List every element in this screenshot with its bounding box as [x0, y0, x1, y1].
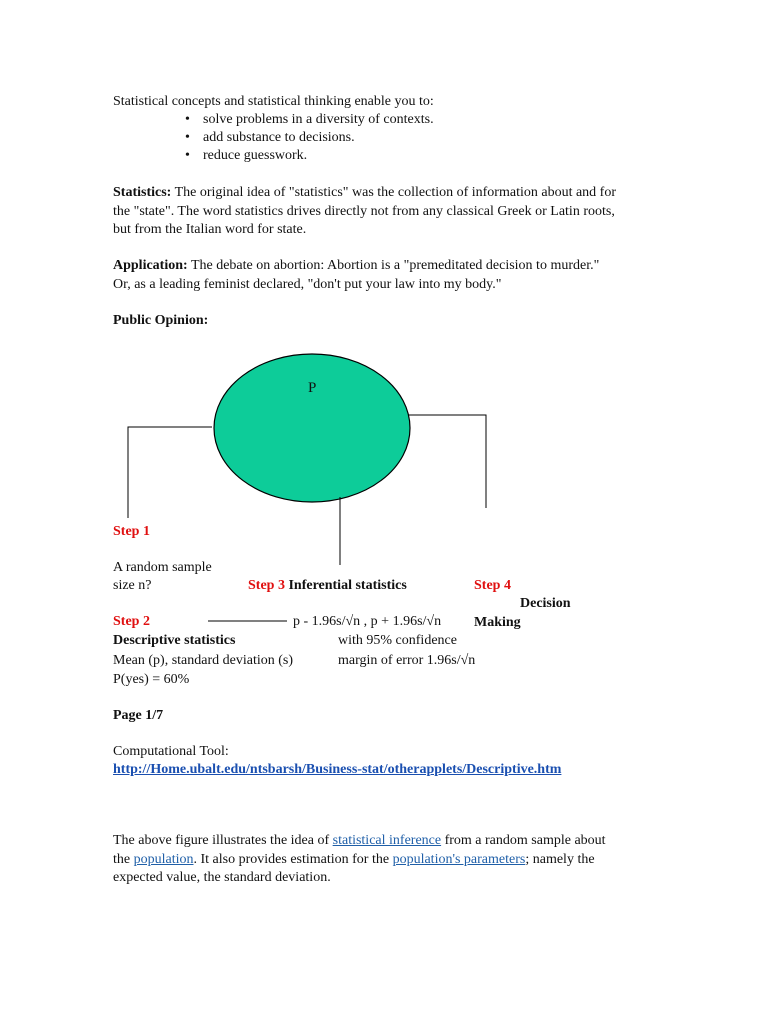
population-ellipse [214, 354, 410, 502]
statistical-inference-link[interactable]: statistical inference [332, 833, 442, 848]
connector-step1 [128, 427, 212, 518]
step2-title: Descriptive statistics [113, 633, 236, 648]
summary-paragraph [113, 832, 673, 888]
bullet-item: • solve problems in a diversity of contexts. [185, 111, 434, 129]
public-opinion-heading: Public Opinion: [113, 313, 209, 328]
summary-text: ; namely the [525, 851, 595, 867]
statistics-label: Statistics: [113, 185, 172, 200]
application-line2: Or, as a leading feminist declared, "don't put your law into my body." [113, 276, 502, 292]
summary-text: expected value, the standard deviation. [113, 870, 331, 885]
connector-step4 [408, 415, 486, 508]
bullet-item: • add substance to decisions. [185, 129, 434, 147]
step1-line2: size n? [113, 578, 152, 593]
application-line1: The debate on abortion: Abortion is a "premeditated decision to murder." [190, 258, 600, 273]
summary-text: from a random sample about [441, 833, 606, 848]
step2-line2: P(yes) = 60% [113, 672, 190, 687]
step3-formula: p - 1.96s/√n , p + 1.96s/√n [293, 614, 442, 629]
step3-title: Inferential statistics [288, 578, 407, 593]
statistics-line1: The original idea of "statistics" was the collection of information about and for [174, 185, 616, 200]
bullet-item: • reduce guesswork. [185, 147, 434, 165]
step3-line1: with 95% confidence [338, 633, 457, 648]
summary-text: the [113, 851, 134, 867]
step1-label: Step 1 [113, 524, 150, 539]
step4-line2: Making [474, 615, 521, 630]
page-indicator: Page 1/7 [113, 708, 164, 723]
step2-line1: Mean (p), standard deviation (s) [113, 653, 293, 668]
step3-label: Step 3 [248, 578, 285, 593]
statistics-line2: the "state". The word statistics drives directly not from any classical Greek or Latin roots, [113, 203, 615, 219]
step4-line1: Decision [520, 596, 571, 611]
step1-line1: A random sample [113, 560, 212, 575]
statistics-line3: but from the Italian word for state. [113, 222, 307, 237]
ellipse-label: P [308, 380, 317, 396]
tool-link[interactable]: http://Home.ubalt.edu/ntsbarsh/Business-stat/otherapplets/Descriptive.htm [113, 762, 562, 777]
step2-label: Step 2 [113, 614, 150, 629]
summary-text: . It also provides estimation for the [193, 851, 393, 867]
intro-text: Statistical concepts and statistical thinking enable you to: [113, 94, 434, 109]
step3-heading [248, 577, 407, 595]
step3-line2: margin of error 1.96s/√n [338, 653, 476, 668]
application-label: Application: [113, 258, 188, 273]
summary-text: The above figure illustrates the idea of [113, 833, 333, 848]
population-parameters-link[interactable]: population's parameters [392, 851, 526, 867]
tool-label: Computational Tool: [113, 744, 229, 759]
population-link[interactable]: population [133, 851, 194, 867]
step4-label: Step 4 [474, 578, 511, 593]
